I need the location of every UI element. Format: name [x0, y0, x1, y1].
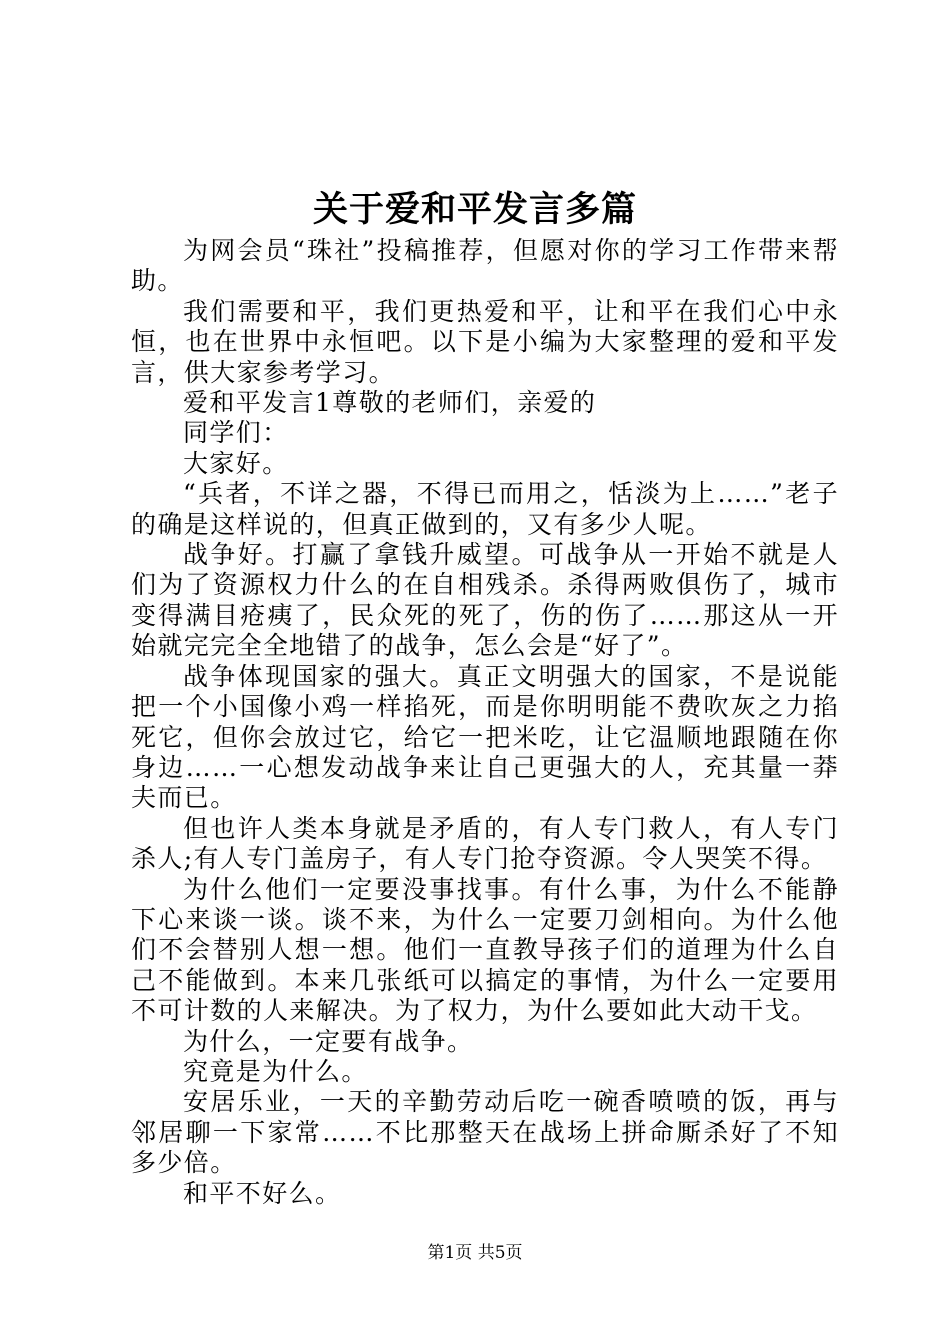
paragraph: 爱和平发言1尊敬的老师们，亲爱的: [183, 388, 597, 418]
paragraph: 我们需要和平，我们更热爱和平，让和平在我们心中永恒，也在世界中永恒吧。以下是小编为大家整理的爱和平发言，供大家参考学习。: [131, 296, 839, 387]
paragraph: 和平不好么。: [183, 1178, 342, 1208]
page-footer: 第1页 共5页: [427, 1243, 523, 1263]
paragraph: 大家好。: [183, 448, 289, 478]
paragraph: “兵者，不详之器，不得已而用之，恬淡为上……”老子的确是这样说的，但真正做到的，又有多少人呢。: [131, 479, 839, 539]
paragraph: 究竟是为什么。: [183, 1056, 368, 1086]
document-body: [131, 236, 839, 1209]
paragraph: 为什么，一定要有战争。: [183, 1026, 474, 1056]
paragraph: 同学们：: [183, 418, 289, 448]
paragraph: 但也许人类本身就是矛盾的，有人专门救人，有人专门杀人;有人专门盖房子，有人专门抢夺资源。令人哭笑不得。: [131, 813, 839, 874]
paragraph: 战争体现国家的强大。真正文明强大的国家，不是说能把一个小国像小鸡一样掐死，而是你明明能不费吹灰之力掐死它，但你会放过它，给它一把米吃，让它温顺地跟随在你身边……一心想发动战争来让自己更强大的人，充其量一莽夫而已。: [131, 661, 839, 813]
paragraph: 战争好。打赢了拿钱升威望。可战争从一开始不就是人们为了资源权力什么的在自相残杀。杀得两败俱伤了，城市变得满目疮痍了，民众死的死了，伤的伤了……那这从一开始就完完全全地错了的战争，怎么会是“好了”。: [131, 540, 839, 661]
document-title: 关于爱和平发言多篇: [312, 189, 637, 230]
paragraph: 为什么他们一定要没事找事。有什么事，为什么不能静下心来谈一谈。谈不来，为什么一定要刀剑相向。为什么他们不会替别人想一想。他们一直教导孩子们的道理为什么自己不能做到。本来几张纸可以搞定的事情，为什么一定要用不可计数的人来解决。为了权力，为什么要如此大动干戈。: [131, 874, 839, 1026]
paragraph: 安居乐业，一天的辛勤劳动后吃一碗香喷喷的饭，再与邻居聊一下家常……不比那整天在战场上拼命厮杀好了不知多少倍。: [131, 1087, 839, 1178]
paragraph: 为网会员“珠社”投稿推荐，但愿对你的学习工作带来帮助。: [131, 236, 839, 296]
